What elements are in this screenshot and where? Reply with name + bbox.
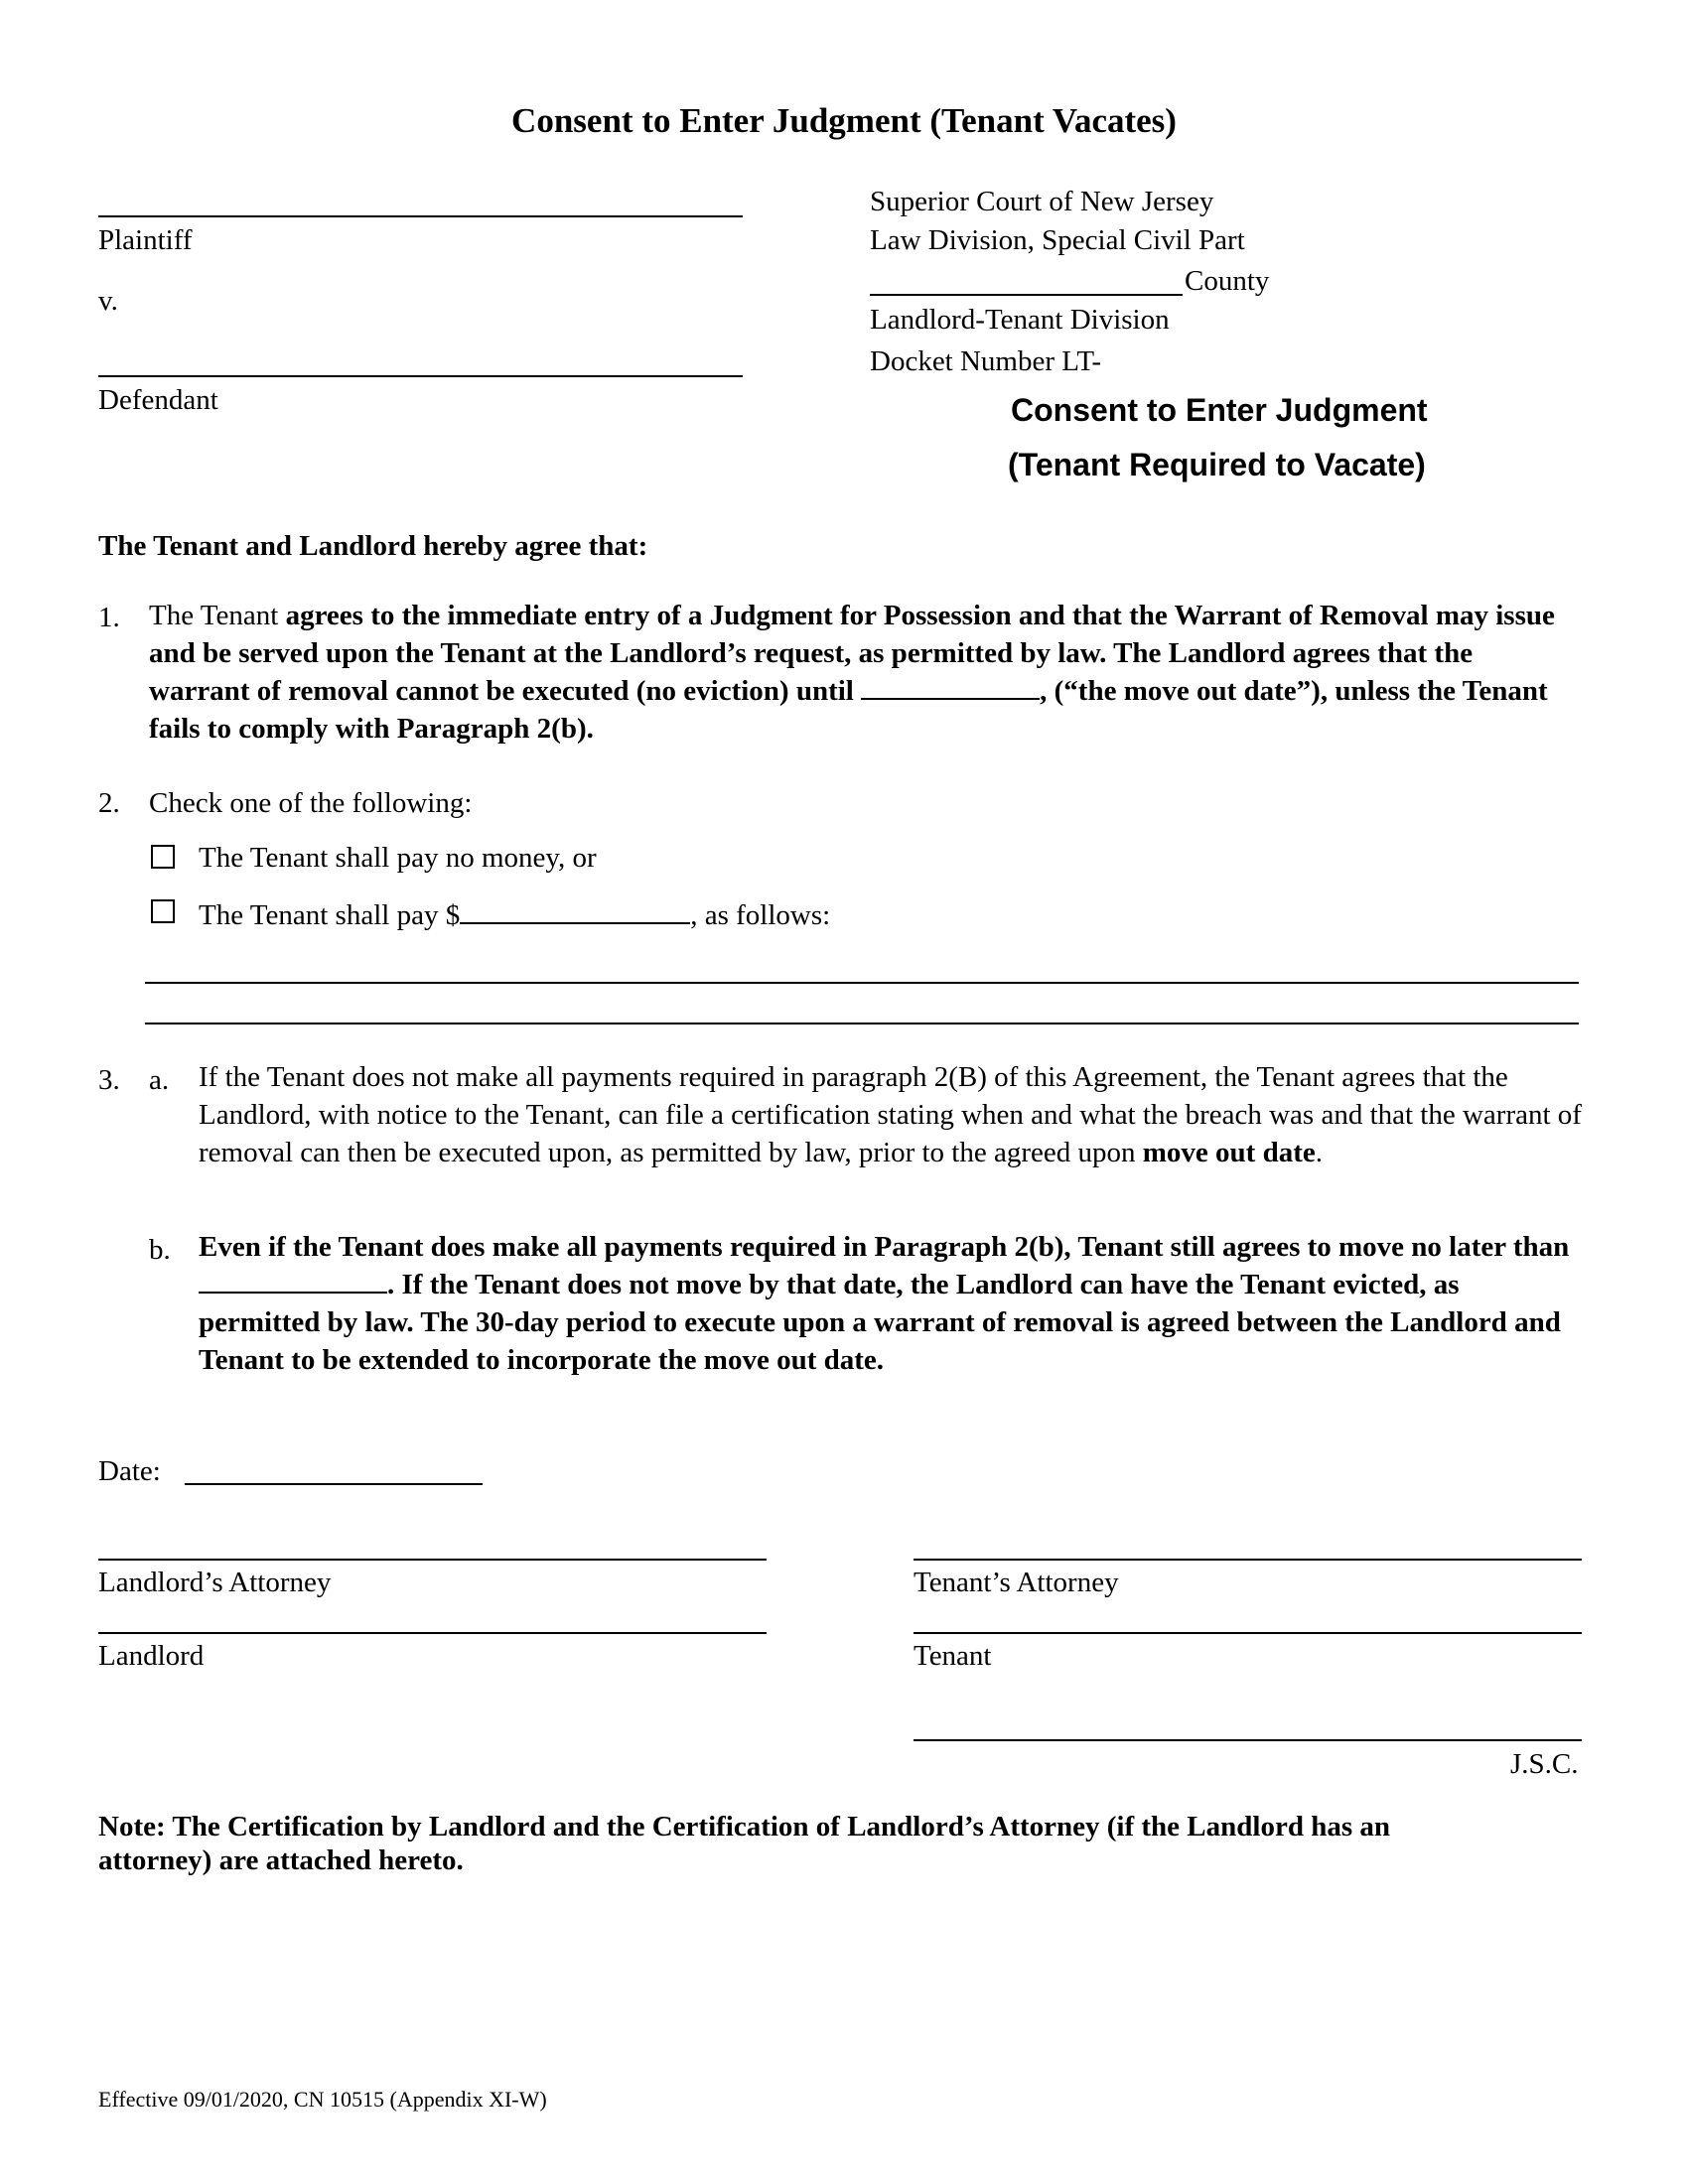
pay-amount-checkbox[interactable]: [151, 899, 175, 923]
paragraph-1-number: 1.: [98, 602, 120, 633]
county-label: County: [1185, 265, 1270, 297]
page-title: Consent to Enter Judgment (Tenant Vacates): [511, 101, 1177, 140]
judge-label: J.S.C.: [1510, 1748, 1579, 1780]
paragraph-3a-end: .: [1315, 1137, 1323, 1168]
date-line[interactable]: [185, 1483, 483, 1485]
landlord-attorney-signature-line[interactable]: [98, 1559, 767, 1561]
defendant-label: Defendant: [98, 384, 218, 416]
paragraph-3b: [199, 1228, 1584, 1379]
paragraph-3a: [199, 1058, 1584, 1171]
paragraph-3b-text-1: Even if the Tenant does make all payments required in Paragraph 2(b), Tenant still agrees to move no later than: [199, 1231, 1570, 1263]
attachment-note: Note: The Certification by Landlord and the Certification of Landlord’s Attorney (if the Landlord has an attorney) are attached hereto.: [98, 1811, 1390, 1876]
landlord-signature-line[interactable]: [98, 1632, 767, 1634]
county-line[interactable]: [870, 294, 1183, 296]
pay-amount-post: , as follows:: [690, 899, 831, 931]
form-subtitle-1: Consent to Enter Judgment: [1011, 392, 1428, 428]
form-subtitle-2: (Tenant Required to Vacate): [1008, 447, 1426, 482]
paragraph-1-bold: agrees to the immediate entry of a Judgment for Possession and that the Warrant of Removal may issue and be served upon the Tenant at the Landlord’s request, as permitted by law. The Landlord agrees that the warrant of removal cannot be executed (no eviction) until: [149, 600, 1555, 707]
date-label: Date:: [98, 1455, 161, 1487]
paragraph-3-number: 3.: [98, 1064, 120, 1096]
tenant-label: Tenant: [914, 1640, 992, 1672]
judge-signature-line[interactable]: [914, 1739, 1582, 1741]
court-name: Superior Court of New Jersey: [870, 186, 1214, 217]
paragraph-3a-bold: move out date: [1142, 1137, 1316, 1168]
payment-terms-line-1[interactable]: [145, 982, 1579, 984]
no-money-label: The Tenant shall pay no money, or: [199, 842, 597, 874]
paragraph-2-text: Check one of the following:: [149, 787, 473, 819]
paragraph-1-end: , (“the move out date”), unless the Tenant fails to comply with Paragraph 2(b).: [149, 675, 1548, 745]
pay-amount-pre: The Tenant shall pay $: [199, 899, 461, 931]
form-footer: Effective 09/01/2020, CN 10515 (Appendix XI-W): [98, 2087, 547, 2112]
agreement-intro: The Tenant and Landlord hereby agree that:: [98, 530, 648, 562]
paragraph-3a-text: If the Tenant does not make all payments required in paragraph 2(B) of this Agreement, the Tenant agrees that the Landlord, with notice to the Tenant, can file a certification stating when and what the breach was and that the warrant of removal can then be executed upon, as permitted by law, prior to the agreed upon: [199, 1061, 1582, 1168]
move-out-date-blank[interactable]: [861, 674, 1040, 700]
paragraph-1: [149, 597, 1579, 748]
versus-label: v.: [98, 285, 118, 317]
pay-amount-text: [199, 898, 830, 930]
defendant-line[interactable]: [98, 375, 743, 377]
pay-amount-blank[interactable]: [460, 898, 690, 924]
tenant-attorney-label: Tenant’s Attorney: [914, 1567, 1119, 1598]
landlord-label: Landlord: [98, 1640, 205, 1672]
move-no-later-than-blank[interactable]: [199, 1268, 387, 1294]
paragraph-1-lead: The Tenant: [149, 600, 286, 631]
plaintiff-line[interactable]: [98, 215, 743, 217]
docket-number[interactable]: Docket Number LT-: [870, 345, 1102, 377]
court-division: Law Division, Special Civil Part: [870, 224, 1245, 256]
court-landlord-tenant-division: Landlord-Tenant Division: [870, 304, 1170, 336]
landlord-attorney-label: Landlord’s Attorney: [98, 1567, 332, 1598]
plaintiff-label: Plaintiff: [98, 224, 193, 256]
paragraph-3a-label: a.: [149, 1064, 170, 1096]
tenant-attorney-signature-line[interactable]: [914, 1559, 1582, 1561]
paragraph-3b-label: b.: [149, 1234, 171, 1266]
paragraph-3b-text-2: . If the Tenant does not move by that date, the Landlord can have the Tenant evicted, as permitted by law. The 30-day period to execute upon a warrant of removal is agreed between the Landlord and Tenant to be extended to incorporate the move out date.: [199, 1269, 1561, 1376]
no-money-checkbox[interactable]: [151, 845, 175, 869]
paragraph-2-number: 2.: [98, 787, 120, 819]
tenant-signature-line[interactable]: [914, 1632, 1582, 1634]
payment-terms-line-2[interactable]: [145, 1023, 1579, 1024]
